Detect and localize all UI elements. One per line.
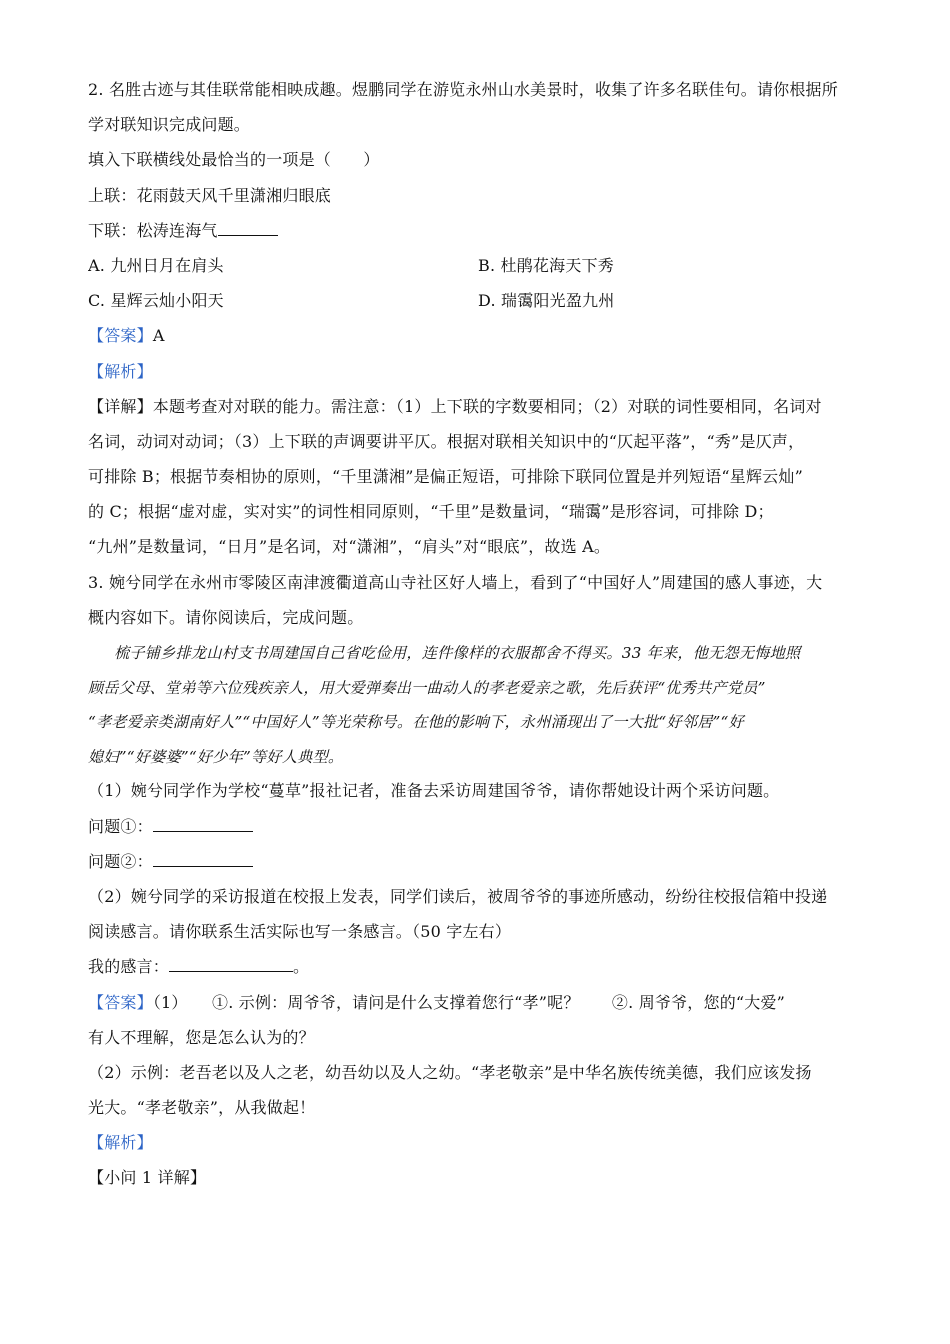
passage-line-1: 梳子铺乡排龙山村支书周建国自己省吃俭用，连件像样的衣服都舍不得买。33 年来，他无怨无悔地照 [114, 644, 801, 662]
answer-value: A [152, 326, 165, 346]
q2-lower-couplet [88, 217, 868, 252]
q3-stem-line-1: 3. 婉兮同学在永州市零陵区南津渡衢道高山寺社区好人墙上，看到了“中国好人”周建国的感人事迹，大 [88, 572, 823, 592]
q2-analysis-tag: 【解析】 [88, 361, 153, 381]
question-a-label: 问题①： [88, 816, 153, 836]
answer-tag: 【答案】 [88, 326, 153, 346]
passage-line-4: 媳妇”“好婆婆”“好少年”等好人典型。 [88, 747, 344, 766]
my-words-label: 我的感言： [88, 957, 170, 977]
lower-couplet-text: 下联：松涛连海气 [88, 220, 218, 240]
answer-blank [218, 219, 278, 236]
q2-options-row-1 [88, 252, 868, 287]
q3-answer-2: （2）示例：老吾老以及人之老，幼吾幼以及人之幼。“孝老敬亲”是中华名族传统美德，我们应该发扬 [88, 1062, 812, 1082]
q3-answer-1-cont: 有人不理解，您是怎么认为的？ [88, 1027, 315, 1047]
q3-subquestion-1: （1）婉兮同学作为学校“蔓草”报社记者，准备去采访周建国爷爷，请你帮她设计两个采访问题。 [88, 781, 780, 801]
q2-detail-line-3: 可排除 B；根据节奏相协的原则，“千里潇湘”是偏正短语，可排除下联同位置是并列短语“星辉云灿” [88, 467, 803, 487]
q2-detail-line-5: “九州”是数量词，“日月”是名词，对“潇湘”，“肩头”对“眼底”，故选 A。 [88, 537, 611, 557]
q2-stem-line-1: 2. 名胜古迹与其佳联常能相映成趣。煜鹏同学在游览永州山水美景时，收集了许多名联佳句。请你根据所 [88, 80, 838, 99]
q2-answer [88, 322, 868, 357]
my-words-period: 。 [293, 957, 310, 977]
q3-analysis-tag: 【解析】 [88, 1133, 153, 1153]
q3-answer-2-cont: 光大。“孝老敬亲”，从我做起！ [88, 1098, 316, 1118]
question-b-label: 问题②： [88, 851, 153, 871]
q3-answer-1 [88, 989, 868, 1024]
q2-detail-line-2: 名词，动词对动词；（3）上下联的声调要讲平仄。根据对联相关知识中的“仄起平落”，“秀”是仄声， [88, 431, 805, 451]
option-b: B. 杜鹃花海天下秀 [478, 255, 614, 275]
answer-blank [169, 955, 293, 972]
q2-detail-line-1: 【详解】本题考查对对联的能力。需注意：（1）上下联的字数要相同；（2）对联的词性要相同，名词对 [88, 396, 822, 416]
passage-line-2: 顾岳父母、堂弟等六位残疾亲人，用大爱弹奏出一曲动人的孝老爱亲之歌，先后获评“优秀共产党员” [88, 678, 766, 697]
q3-subquestion-2-line-2: 阅读感言。请你联系生活实际也写一条感言。（50 字左右） [88, 922, 512, 942]
option-d: D. 瑞霭阳光盈九州 [478, 291, 615, 311]
q3-passage [88, 639, 868, 777]
q3-my-words [88, 953, 868, 988]
q2-detail-line-4: 的 C；根据“虚对虚，实对实”的词性相同原则，“千里”是数量词，“瑞霭”是形容词，可排除 D； [88, 502, 774, 522]
option-c: C. 星辉云灿小阳天 [88, 291, 224, 311]
q3-subquestion-2-line-1: （2）婉兮同学的采访报道在校报上发表，同学们读后，被周爷爷的事迹所感动，纷纷往校报信箱中投递 [88, 886, 828, 906]
answer-1-text: （1） ①. 示例：周爷爷，请问是什么支撑着您行“孝”呢？ ②. 周爷爷，您的“大爱” [152, 992, 786, 1012]
q3-stem-line-2: 概内容如下。请你阅读后，完成问题。 [88, 607, 364, 627]
q3-question-a [88, 813, 868, 848]
q3-subquestion-detail: 【小问 1 详解】 [88, 1168, 207, 1188]
q2-prompt: 填入下联横线处最恰当的一项是（ ） [88, 150, 380, 170]
option-a: A. 九州日月在肩头 [88, 255, 224, 275]
answer-blank [153, 850, 253, 867]
answer-tag: 【答案】 [88, 992, 153, 1012]
q2-upper-couplet: 上联：花雨鼓天风千里潇湘归眼底 [88, 185, 332, 205]
q3-question-b [88, 848, 868, 883]
answer-blank [153, 815, 253, 832]
passage-line-3: “孝老爱亲类湖南好人”“中国好人”等光荣称号。在他的影响下，永州涌现出了一大批“好邻居”“好 [88, 713, 744, 732]
q2-options-row-2 [88, 287, 868, 322]
document-page [88, 76, 868, 1200]
q2-stem-line-2: 学对联知识完成问题。 [88, 115, 251, 135]
